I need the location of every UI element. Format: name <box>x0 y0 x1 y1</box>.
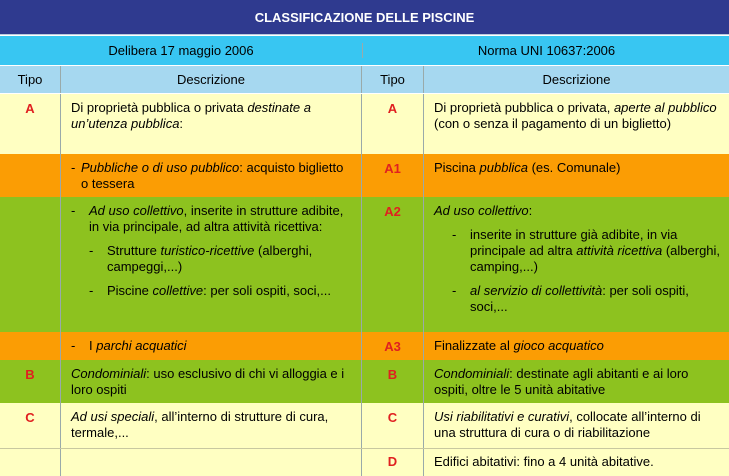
text-span: I <box>89 338 97 353</box>
text-span-italic: pubblica <box>479 160 528 175</box>
left-tipo-cell <box>0 449 61 476</box>
sub-item-text <box>470 283 721 315</box>
dash-marker: - <box>452 227 457 242</box>
right-tipo-cell: B <box>362 360 424 403</box>
dash-item <box>71 160 353 192</box>
text-span: (alberghi, campeggi,...) <box>107 243 313 274</box>
left-descrizione-header: Descrizione <box>61 66 362 93</box>
text-span: : acquisto biglietto o tessera <box>81 160 344 191</box>
dash-marker: - <box>89 243 94 258</box>
right-tipo-cell: A3 <box>362 332 424 360</box>
text-span-italic: Ad usi speciali <box>71 409 155 424</box>
right-desc-cell <box>424 403 729 448</box>
text-span-italic: Condominiali <box>434 366 510 381</box>
dash-item-text <box>89 203 353 235</box>
table-row-a2 <box>0 197 729 332</box>
dash-item-text <box>81 160 353 192</box>
text-span: Strutture <box>107 243 161 258</box>
left-desc-cell <box>61 403 362 448</box>
left-desc-cell <box>61 332 362 360</box>
sub-item <box>71 243 353 275</box>
right-desc-cell <box>424 360 729 403</box>
text-span-italic: destinate a un’utenza pubblica <box>71 100 311 131</box>
sub-item <box>434 283 721 315</box>
left-desc-cell <box>61 94 362 154</box>
right-tipo-cell: A2 <box>362 197 424 332</box>
text-span: : per soli ospiti, soci,... <box>470 283 689 314</box>
left-source-header: Delibera 17 maggio 2006 <box>0 43 363 58</box>
right-tipo-cell: C <box>362 403 424 448</box>
right-descrizione-header: Descrizione <box>542 72 611 87</box>
left-desc-cell <box>61 449 362 476</box>
text-span: Piscine <box>107 283 153 298</box>
text-span-italic: collettive <box>152 283 204 298</box>
right-desc-cell <box>424 94 729 154</box>
source-header-row <box>0 36 729 65</box>
text-span-italic: gioco acquatico <box>513 338 604 353</box>
right-tipo-cell: A <box>362 94 424 154</box>
text-span: , inserite in strutture adibite, in via principale, ad altra attività ricettiva: <box>89 203 344 234</box>
right-tipo-cell: D <box>362 449 424 476</box>
dash-marker: - <box>71 203 76 218</box>
left-desc-cell <box>61 154 362 197</box>
text-span-italic: Pubbliche o di uso pubblico <box>81 160 240 175</box>
text-span-italic: turistico-ricettive <box>160 243 255 258</box>
dash-marker: - <box>452 283 457 298</box>
text-span: (alberghi, camping,...) <box>470 243 721 274</box>
text-span: : <box>179 116 184 131</box>
right-desc-heading <box>434 203 721 219</box>
right-desc-cell <box>424 197 729 332</box>
text-span: inserite in strutture già adibite, in via principale ad altra <box>470 227 678 258</box>
column-header-row <box>0 66 729 93</box>
text-span: Di proprietà pubblica o privata <box>71 100 248 115</box>
left-desc-cell <box>61 360 362 403</box>
sub-item-text <box>107 243 353 275</box>
dash-marker: - <box>71 160 76 175</box>
dash-item-text <box>89 338 187 354</box>
dash-marker: - <box>89 283 94 298</box>
left-tipo-cell <box>0 332 61 360</box>
text-span: , collocate all’interno di una struttura di cura o di riabilitazione <box>434 409 701 440</box>
text-span-italic: attività ricettiva <box>576 243 663 258</box>
left-tipo-cell <box>0 154 61 197</box>
right-desc-cell: Edifici abitativi: fino a 4 unità abitative. <box>434 454 654 469</box>
left-tipo-cell: A <box>0 94 61 154</box>
table-row-b <box>0 360 729 403</box>
text-span: Finalizzate al <box>434 338 514 353</box>
table-row-d <box>0 448 729 476</box>
sub-item <box>71 283 353 299</box>
dash-item <box>71 203 353 235</box>
right-source-header: Norma UNI 10637:2006 <box>477 43 616 58</box>
text-span: (con o senza il pagamento di un biglietto) <box>434 116 672 131</box>
right-tipo-cell: A1 <box>362 154 424 197</box>
table-row-c <box>0 403 729 448</box>
text-span: Di proprietà pubblica o privata, <box>434 100 614 115</box>
right-tipo-header: Tipo <box>362 66 424 93</box>
text-span-italic: parchi acquatici <box>96 338 187 353</box>
text-span: : destinate agli abitanti e ai loro ospiti, oltre le 5 unità abitative <box>434 366 689 397</box>
text-span: : <box>528 203 533 218</box>
text-span: (es. Comunale) <box>527 160 621 175</box>
text-span-italic: Ad uso collettivo <box>434 203 529 218</box>
text-span: Piscina <box>434 160 480 175</box>
dash-marker: - <box>71 338 76 353</box>
table-row-a <box>0 94 729 154</box>
text-span: , all’interno di strutture di cura, termale,... <box>71 409 329 440</box>
left-tipo-cell: B <box>0 360 61 403</box>
sub-item-text <box>470 227 721 275</box>
right-desc-cell <box>424 332 729 360</box>
text-span: : uso esclusivo di chi vi alloggia e i loro ospiti <box>71 366 345 397</box>
text-span-italic: aperte al pubblico <box>613 100 717 115</box>
text-span-italic: Ad uso collettivo <box>89 203 184 218</box>
text-span: : per soli ospiti, soci,... <box>203 283 331 298</box>
left-desc-cell <box>61 197 362 332</box>
sub-item <box>434 227 721 275</box>
left-tipo-header: Tipo <box>0 66 61 93</box>
table-title-text: CLASSIFICAZIONE DELLE PISCINE <box>254 9 475 25</box>
right-desc-cell <box>424 154 729 197</box>
left-tipo-cell: C <box>0 403 61 448</box>
left-tipo-cell <box>0 197 61 332</box>
text-span-italic: Usi riabilitativi e curativi <box>434 409 570 424</box>
dash-item <box>71 338 353 354</box>
text-span-italic: Condominiali <box>71 366 147 381</box>
text-span-italic: al servizio di collettività <box>470 283 603 298</box>
table-row-a1 <box>0 154 729 197</box>
table-title <box>0 0 729 35</box>
sub-item-text <box>107 283 331 299</box>
table-row-a3 <box>0 332 729 360</box>
